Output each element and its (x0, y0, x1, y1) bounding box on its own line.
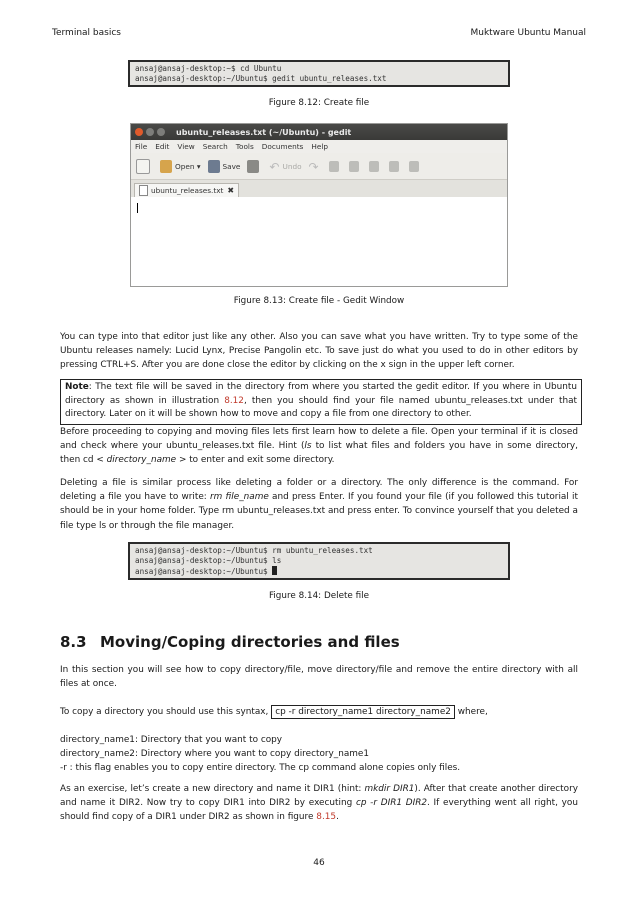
paragraph-deleting-file: Deleting a file is similar process like deleting a folder or a directory. The only difference is the command. For deleting a file you have to write: rm file_name and press Enter. If you found your file (if you followed this tutorial it should be in your home folder. Type rm ubuntu_releases.txt and press enter. To convince yourself that you deleted a file type ls or through the file manager. (60, 478, 578, 531)
find-icon (389, 161, 399, 172)
note-box: Note: The text file will be saved in the directory from where you started the gedit editor. If you where in Ubuntu directory as shown in illustration 8.12, then you should find your file named ubuntu_releases.txt under that directory. Later on it will be shown how to move and copy a file from one directory to other. (60, 379, 582, 425)
cut-button (329, 161, 342, 172)
save-icon (208, 160, 220, 173)
open-button: Open ▾ (160, 160, 201, 173)
running-header-right: Muktware Ubuntu Manual (470, 28, 586, 38)
close-window-icon (135, 128, 143, 136)
gedit-menubar (131, 140, 507, 153)
document-tab (134, 183, 239, 197)
cut-icon (329, 161, 339, 172)
definitions-list (60, 733, 578, 776)
undo-icon: ↶ (269, 159, 280, 174)
new-document-icon (136, 159, 150, 174)
figure-reference-link[interactable]: 8.12 (224, 395, 244, 406)
tab-close-icon: ✖ (227, 186, 235, 195)
minimize-window-icon (146, 128, 154, 136)
gedit-tabbar (131, 180, 507, 197)
paragraph-section-intro: In this section you will see how to copy directory/file, move directory/file and remove the entire directory with all files at once. (60, 665, 578, 690)
definition-item: directory_name2: Directory where you want to copy directory_name1 (60, 749, 370, 760)
terminal-screenshot-rm (128, 542, 510, 580)
section-number: 8.3 (60, 633, 87, 651)
copy-icon (349, 161, 359, 172)
figure-caption-8-14: Figure 8.14: Delete file (268, 591, 370, 601)
open-folder-icon (160, 160, 172, 173)
print-icon (247, 160, 259, 173)
paragraph-type-in-editor: You can type into that editor just like any other. Also you can save what you have written. Try to type some of the Ubuntu releases namely: Lucid Lynx, Precise Pangolin etc. To save just do what you used to do in other editors by pressing CTRL+S. After you are done close the editor by clicking on the x sign in the upper left corner. (60, 332, 578, 371)
paragraph-before-copying: Before proceeding to copying and moving files lets first learn how to delete a file. Open your terminal if it is closed and check where your ubuntu_releases.txt file. Hint (ls to list what files and folders you have in some directory, then cd < directory_name > to enter and exit some directory. (60, 427, 578, 466)
menu-edit: Edit (155, 142, 170, 151)
print-button (247, 160, 262, 173)
figure-reference-link[interactable]: 8.15 (316, 812, 337, 823)
menu-documents: Documents (261, 142, 304, 151)
save-button: Save (208, 160, 241, 173)
redo-icon: ↷ (308, 159, 319, 174)
paste-icon (369, 161, 379, 172)
page-number: 46 (313, 858, 325, 868)
maximize-window-icon (157, 128, 165, 136)
gedit-title: ubuntu_releases.txt (~/Ubuntu) - gedit (176, 127, 352, 137)
gedit-toolbar (131, 153, 507, 180)
menu-help: Help (311, 142, 328, 151)
figure-caption-8-13: Figure 8.13: Create file - Gedit Window (233, 296, 405, 306)
terminal-line: ansaj@ansaj-desktop:~/Ubuntu$ (135, 567, 273, 576)
running-header-left: Terminal basics (52, 28, 121, 38)
definition-item: directory_name1: Directory that you want to copy (60, 735, 283, 745)
replace-icon (409, 161, 419, 172)
figure-caption-8-12: Figure 8.12: Create file (268, 98, 370, 108)
gedit-window-screenshot (130, 123, 508, 287)
gedit-titlebar (131, 124, 507, 140)
note-label: Note (65, 382, 89, 392)
terminal-cursor (272, 566, 277, 575)
text-cursor (137, 203, 138, 213)
gedit-text-area (131, 197, 507, 287)
new-document-button (136, 159, 153, 174)
section-title: Moving/Coping directories and files (100, 633, 400, 651)
replace-button (409, 161, 422, 172)
menu-tools: Tools (235, 142, 254, 151)
terminal-line: ansaj@ansaj-desktop:~/Ubuntu$ gedit ubuntu_releases.txt (135, 74, 387, 83)
syntax-box: cp -r directory_name1 directory_name2 (271, 705, 455, 719)
terminal-line: ansaj@ansaj-desktop:~/Ubuntu$ rm ubuntu_releases.txt (135, 546, 373, 555)
section-heading (60, 633, 400, 651)
menu-view: View (177, 142, 195, 151)
terminal-line: ansaj@ansaj-desktop:~$ cd Ubuntu (135, 64, 282, 73)
paragraph-copy-syntax: To copy a directory you should use this syntax, cp -r directory_name1 directory_name2 where, (60, 707, 488, 717)
document-tab-label: ubuntu_releases.txt (151, 186, 224, 195)
redo-button (309, 160, 322, 173)
definition-item: -r : this flag enables you to copy entire directory. The cp command alone copies only files. (60, 763, 461, 774)
undo-button: ↶ Undo (269, 159, 302, 174)
terminal-line: ansaj@ansaj-desktop:~/Ubuntu$ ls (135, 556, 282, 565)
find-button (389, 161, 402, 172)
copy-button (349, 161, 362, 172)
menu-search: Search (202, 142, 228, 151)
paste-button (369, 161, 382, 172)
document-icon (139, 185, 148, 196)
paragraph-exercise: As an exercise, let’s create a new directory and name it DIR1 (hint: mkdir DIR1). After that create another directory and name it DIR2. Now try to copy DIR1 into DIR2 by executing cp -r DIR1 DIR2. If everything went all right, you should find copy of a DIR1 under DIR2 as shown in figure 8.15. (60, 784, 578, 823)
menu-file: File (135, 142, 148, 151)
open-dropdown-icon: ▾ (196, 161, 201, 171)
terminal-screenshot-cd (128, 60, 510, 87)
